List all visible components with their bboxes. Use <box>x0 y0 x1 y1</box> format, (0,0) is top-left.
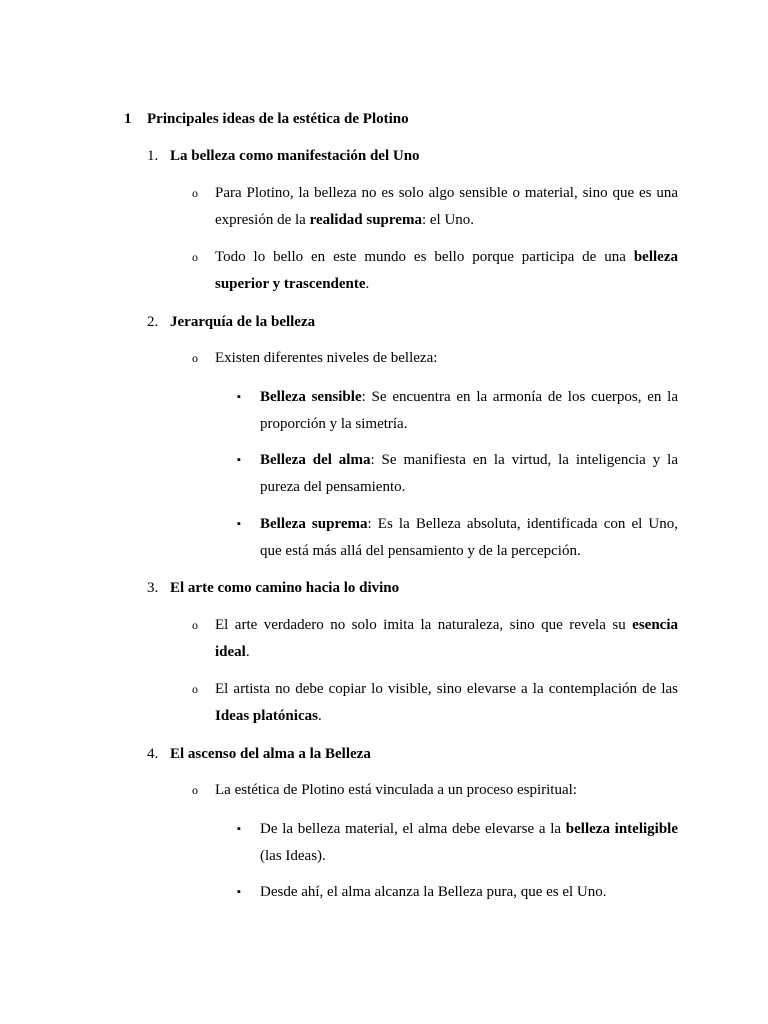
circle-bullet-icon: o <box>192 250 198 264</box>
item-title-4 <box>147 744 371 764</box>
sub-bullet-point: ▪ Belleza sensible: Se encuentra en la armonía de los cuerpos, en la proporción y la simetría. <box>260 384 678 438</box>
section-heading <box>124 109 409 129</box>
item-number: 4. <box>147 746 159 762</box>
bullet-point: o Existen diferentes niveles de belleza: <box>215 345 678 372</box>
sub-bullet-point: ▪ Belleza suprema: Es la Belleza absoluta, identificada con el Uno, que está más allá del pensamiento y de la percepción. <box>260 511 678 565</box>
circle-bullet-icon: o <box>192 682 198 696</box>
item-title-text: El ascenso del alma a la Belleza <box>170 746 371 762</box>
bullet-point: o La estética de Plotino está vinculada a un proceso espiritual: <box>215 777 678 804</box>
bullet-point: o Para Plotino, la belleza no es solo algo sensible o material, sino que es una expresión de la realidad suprema: el Uno. <box>215 180 678 234</box>
heading-title: Principales ideas de la estética de Plotino <box>147 111 409 127</box>
square-bullet-icon: ▪ <box>237 454 241 466</box>
square-bullet-icon: ▪ <box>237 391 241 403</box>
square-bullet-icon: ▪ <box>237 886 241 898</box>
circle-bullet-icon: o <box>192 618 198 632</box>
bullet-point: o El artista no debe copiar lo visible, sino elevarse a la contemplación de las Ideas platónicas. <box>215 676 678 730</box>
sub-bullet-point: ▪ Belleza del alma: Se manifiesta en la virtud, la inteligencia y la pureza del pensamiento. <box>260 447 678 501</box>
sub-bullet-point: ▪ Desde ahí, el alma alcanza la Belleza pura, que es el Uno. <box>260 879 678 906</box>
sub-bullet-point: ▪ De la belleza material, el alma debe elevarse a la belleza inteligible (las Ideas). <box>260 816 678 870</box>
item-number: 1. <box>147 148 159 164</box>
circle-bullet-icon: o <box>192 351 198 365</box>
bullet-point: o Todo lo bello en este mundo es bello porque participa de una belleza superior y trascendente. <box>215 244 678 298</box>
square-bullet-icon: ▪ <box>237 823 241 835</box>
item-title-2 <box>147 312 315 332</box>
item-number: 3. <box>147 580 159 596</box>
heading-number: 1 <box>124 111 132 127</box>
circle-bullet-icon: o <box>192 186 198 200</box>
circle-bullet-icon: o <box>192 783 198 797</box>
item-title-3 <box>147 578 399 598</box>
item-title-text: El arte como camino hacia lo divino <box>170 580 400 596</box>
square-bullet-icon: ▪ <box>237 518 241 530</box>
item-title-text: La belleza como manifestación del Uno <box>170 148 420 164</box>
item-title-text: Jerarquía de la belleza <box>170 314 316 330</box>
item-number: 2. <box>147 314 159 330</box>
bullet-point: o El arte verdadero no solo imita la naturaleza, sino que revela su esencia ideal. <box>215 612 678 666</box>
item-title-1 <box>147 146 420 166</box>
